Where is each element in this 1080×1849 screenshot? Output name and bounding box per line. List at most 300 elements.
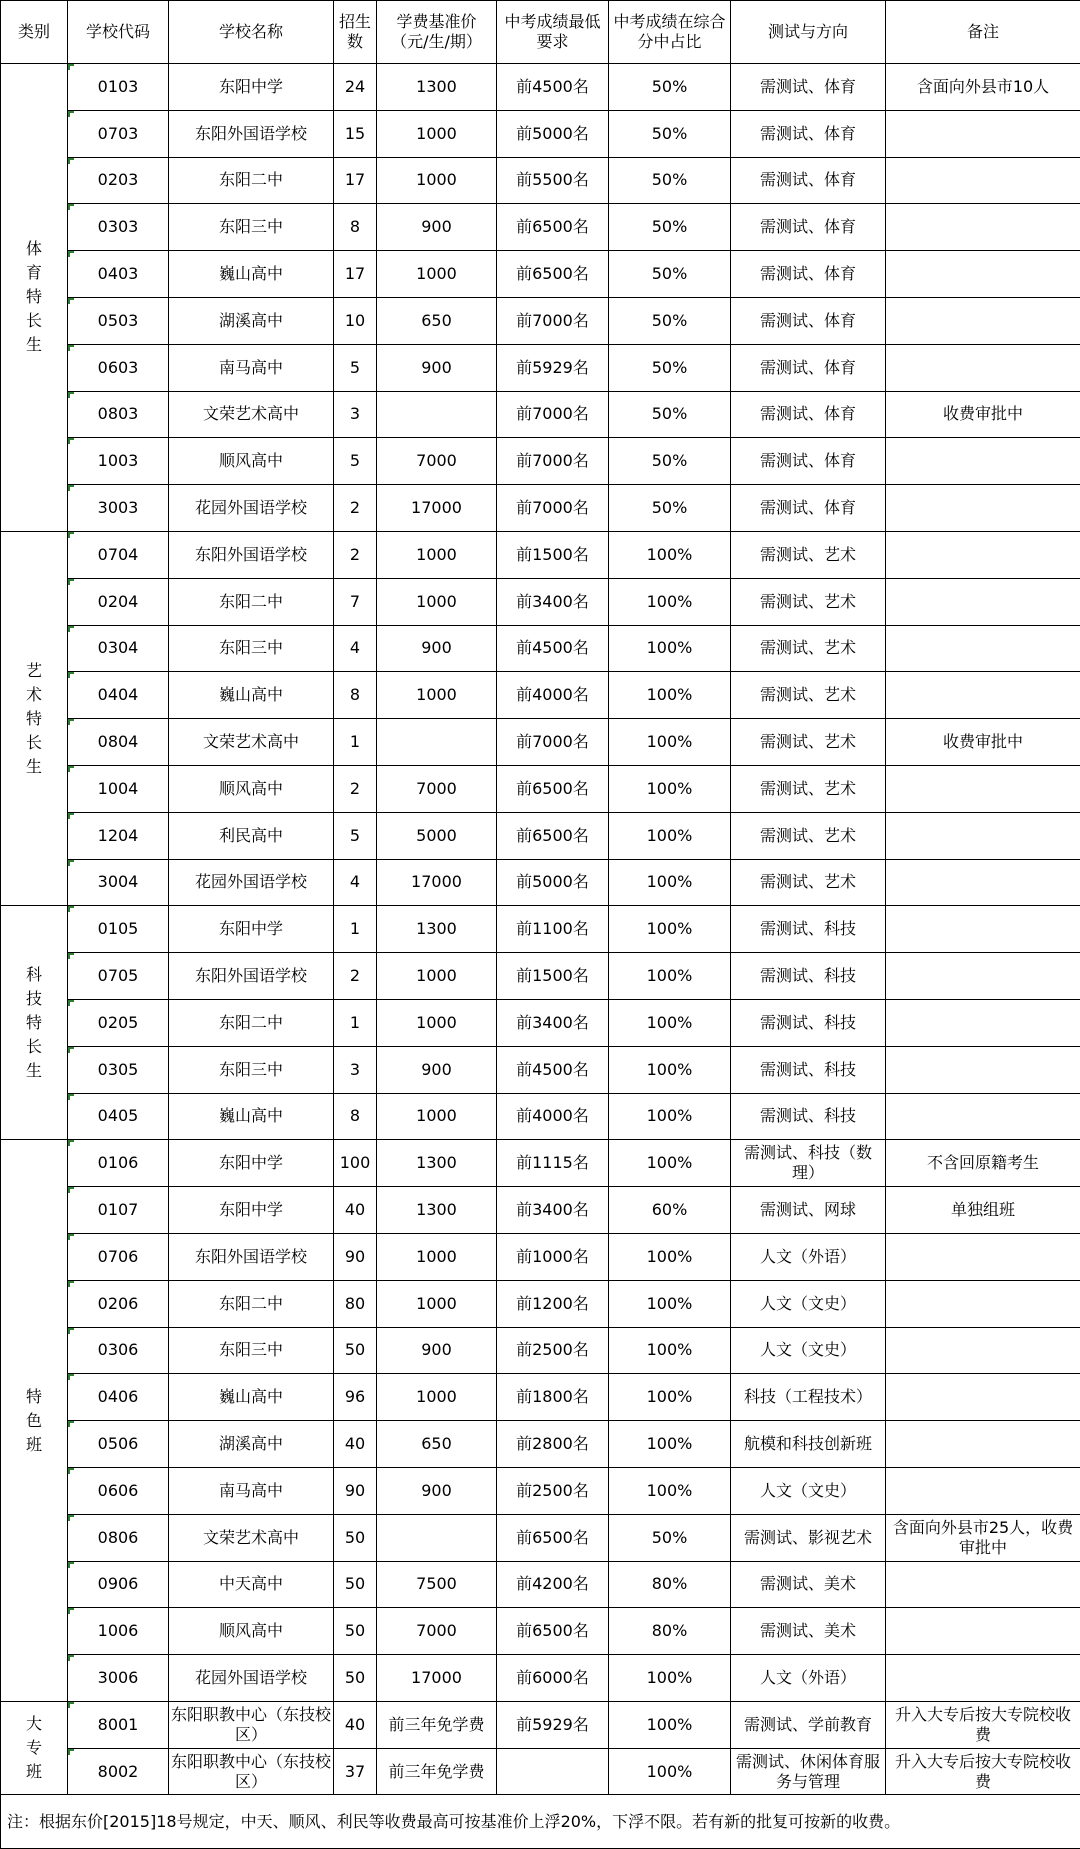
remarks-cell — [886, 1467, 1080, 1514]
school-code-cell: 1004 — [68, 765, 169, 812]
school-name-cell: 巍山高中 — [169, 672, 334, 719]
school-code-cell: 1003 — [68, 438, 169, 485]
test-direction-cell: 需测试、体育 — [731, 344, 886, 391]
school-name-cell: 顺风高中 — [169, 1608, 334, 1655]
school-name-cell: 文荣艺术高中 — [169, 391, 334, 438]
enrollment-cell: 2 — [334, 953, 377, 1000]
school-name-cell: 东阳中学 — [169, 906, 334, 953]
enrollment-cell: 5 — [334, 344, 377, 391]
tuition-cell: 1300 — [377, 906, 497, 953]
min-score-cell: 前2800名 — [497, 1421, 609, 1468]
school-name-cell: 顺风高中 — [169, 765, 334, 812]
min-score-cell: 前1115名 — [497, 1140, 609, 1187]
table-row — [1, 1140, 1080, 1187]
remarks-cell: 不含回原籍考生 — [886, 1140, 1080, 1187]
school-name-cell: 东阳三中 — [169, 1327, 334, 1374]
header-enrollment: 招生数 — [334, 1, 377, 64]
school-code-cell: 0406 — [68, 1374, 169, 1421]
min-score-cell: 前1500名 — [497, 531, 609, 578]
test-direction-cell: 需测试、体育 — [731, 251, 886, 298]
enrollment-cell: 90 — [334, 1233, 377, 1280]
remarks-cell — [886, 999, 1080, 1046]
table-row — [1, 953, 1080, 1000]
remarks-cell: 含面向外县市10人 — [886, 64, 1080, 111]
header-min-score: 中考成绩最低要求 — [497, 1, 609, 64]
score-ratio-cell: 50% — [609, 64, 731, 111]
table-row — [1, 1514, 1080, 1561]
test-direction-cell: 需测试、艺术 — [731, 812, 886, 859]
table-row — [1, 1327, 1080, 1374]
school-code-cell: 0203 — [68, 157, 169, 204]
min-score-cell: 前7000名 — [497, 485, 609, 532]
min-score-cell: 前3400名 — [497, 1187, 609, 1234]
category-cell: 大专班 — [1, 1701, 68, 1795]
score-ratio-cell: 50% — [609, 344, 731, 391]
remarks-cell — [886, 438, 1080, 485]
score-ratio-cell: 100% — [609, 1701, 731, 1748]
enrollment-cell: 8 — [334, 1093, 377, 1140]
tuition-cell: 1000 — [377, 531, 497, 578]
table-row — [1, 719, 1080, 766]
test-direction-cell: 需测试、体育 — [731, 485, 886, 532]
school-name-cell: 东阳二中 — [169, 157, 334, 204]
min-score-cell: 前7000名 — [497, 297, 609, 344]
school-name-cell: 南马高中 — [169, 1467, 334, 1514]
school-code-cell: 3006 — [68, 1655, 169, 1702]
enrollment-cell: 5 — [334, 438, 377, 485]
enrollment-cell: 37 — [334, 1748, 377, 1795]
remarks-cell — [886, 1561, 1080, 1608]
test-direction-cell: 需测试、网球 — [731, 1187, 886, 1234]
score-ratio-cell: 80% — [609, 1561, 731, 1608]
school-name-cell: 花园外国语学校 — [169, 1655, 334, 1702]
min-score-cell: 前6500名 — [497, 1608, 609, 1655]
school-name-cell: 顺风高中 — [169, 438, 334, 485]
remarks-cell — [886, 157, 1080, 204]
score-ratio-cell: 50% — [609, 204, 731, 251]
header-remarks: 备注 — [886, 1, 1080, 64]
school-code-cell: 0503 — [68, 297, 169, 344]
enrollment-cell: 40 — [334, 1187, 377, 1234]
header-test-direction: 测试与方向 — [731, 1, 886, 64]
score-ratio-cell: 100% — [609, 1280, 731, 1327]
test-direction-cell: 需测试、影视艺术 — [731, 1514, 886, 1561]
enrollment-cell: 8 — [334, 204, 377, 251]
school-code-cell: 0906 — [68, 1561, 169, 1608]
min-score-cell: 前5000名 — [497, 859, 609, 906]
school-code-cell: 0806 — [68, 1514, 169, 1561]
tuition-cell: 1000 — [377, 953, 497, 1000]
table-row — [1, 204, 1080, 251]
test-direction-cell: 人文（外语） — [731, 1233, 886, 1280]
tuition-cell: 650 — [377, 297, 497, 344]
header-row — [1, 1, 1080, 64]
school-code-cell: 0107 — [68, 1187, 169, 1234]
min-score-cell: 前1500名 — [497, 953, 609, 1000]
school-name-cell: 东阳中学 — [169, 64, 334, 111]
remarks-cell: 收费审批中 — [886, 391, 1080, 438]
tuition-cell: 1000 — [377, 999, 497, 1046]
test-direction-cell: 需测试、艺术 — [731, 765, 886, 812]
score-ratio-cell: 100% — [609, 1467, 731, 1514]
school-name-cell: 东阳三中 — [169, 204, 334, 251]
remarks-cell — [886, 1046, 1080, 1093]
tuition-cell: 1000 — [377, 1280, 497, 1327]
tuition-cell: 1000 — [377, 672, 497, 719]
tuition-cell: 900 — [377, 1467, 497, 1514]
school-code-cell: 0105 — [68, 906, 169, 953]
remarks-cell — [886, 204, 1080, 251]
tuition-cell — [377, 719, 497, 766]
min-score-cell: 前6500名 — [497, 812, 609, 859]
table-row — [1, 999, 1080, 1046]
header-category: 类别 — [1, 1, 68, 64]
min-score-cell: 前5929名 — [497, 1701, 609, 1748]
score-ratio-cell: 100% — [609, 1046, 731, 1093]
remarks-cell: 升入大专后按大专院校收费 — [886, 1701, 1080, 1748]
test-direction-cell: 需测试、艺术 — [731, 531, 886, 578]
school-name-cell: 东阳二中 — [169, 1280, 334, 1327]
table-row — [1, 1608, 1080, 1655]
table-row — [1, 110, 1080, 157]
score-ratio-cell: 80% — [609, 1608, 731, 1655]
test-direction-cell: 需测试、休闲体育服务与管理 — [731, 1748, 886, 1795]
min-score-cell: 前4500名 — [497, 1046, 609, 1093]
enrollment-cell: 3 — [334, 391, 377, 438]
remarks-cell — [886, 110, 1080, 157]
school-code-cell: 0803 — [68, 391, 169, 438]
remarks-cell — [886, 531, 1080, 578]
school-name-cell: 东阳二中 — [169, 999, 334, 1046]
school-name-cell: 湖溪高中 — [169, 297, 334, 344]
tuition-cell — [377, 1514, 497, 1561]
tuition-cell: 前三年免学费 — [377, 1701, 497, 1748]
min-score-cell: 前4000名 — [497, 1093, 609, 1140]
min-score-cell: 前1800名 — [497, 1374, 609, 1421]
test-direction-cell: 需测试、体育 — [731, 438, 886, 485]
enrollment-cell: 2 — [334, 485, 377, 532]
min-score-cell: 前7000名 — [497, 438, 609, 485]
table-row — [1, 391, 1080, 438]
score-ratio-cell: 100% — [609, 625, 731, 672]
table-row — [1, 485, 1080, 532]
test-direction-cell: 需测试、艺术 — [731, 578, 886, 625]
table-row — [1, 906, 1080, 953]
test-direction-cell: 需测试、体育 — [731, 204, 886, 251]
score-ratio-cell: 100% — [609, 1421, 731, 1468]
tuition-cell: 1300 — [377, 1140, 497, 1187]
table-row — [1, 1748, 1080, 1795]
score-ratio-cell: 50% — [609, 110, 731, 157]
score-ratio-cell: 100% — [609, 578, 731, 625]
school-code-cell: 1006 — [68, 1608, 169, 1655]
footnote: 注：根据东价[2015]18号规定，中天、顺风、利民等收费最高可按基准价上浮20%，下浮不限。若有新的批复可按新的收费。 — [1, 1795, 1080, 1849]
table-row — [1, 812, 1080, 859]
tuition-cell: 900 — [377, 204, 497, 251]
enrollment-cell: 3 — [334, 1046, 377, 1093]
enrollment-cell: 5 — [334, 812, 377, 859]
min-score-cell: 前7000名 — [497, 719, 609, 766]
tuition-cell: 1000 — [377, 578, 497, 625]
table-row — [1, 64, 1080, 111]
test-direction-cell: 科技（工程技术） — [731, 1374, 886, 1421]
enrollment-cell: 100 — [334, 1140, 377, 1187]
school-name-cell: 文荣艺术高中 — [169, 1514, 334, 1561]
min-score-cell: 前7000名 — [497, 391, 609, 438]
tuition-cell: 7000 — [377, 1608, 497, 1655]
table-row — [1, 531, 1080, 578]
remarks-cell: 单独组班 — [886, 1187, 1080, 1234]
score-ratio-cell: 100% — [609, 531, 731, 578]
enrollment-cell: 4 — [334, 625, 377, 672]
table-row — [1, 157, 1080, 204]
enrollment-cell: 4 — [334, 859, 377, 906]
remarks-cell: 含面向外县市25人，收费审批中 — [886, 1514, 1080, 1561]
school-code-cell: 0506 — [68, 1421, 169, 1468]
score-ratio-cell: 100% — [609, 906, 731, 953]
remarks-cell: 收费审批中 — [886, 719, 1080, 766]
min-score-cell: 前4500名 — [497, 625, 609, 672]
tuition-cell: 7000 — [377, 438, 497, 485]
enrollment-cell: 1 — [334, 906, 377, 953]
school-code-cell: 0804 — [68, 719, 169, 766]
table-row — [1, 859, 1080, 906]
school-name-cell: 东阳职教中心（东技校区） — [169, 1701, 334, 1748]
test-direction-cell: 需测试、科技 — [731, 906, 886, 953]
test-direction-cell: 需测试、艺术 — [731, 672, 886, 719]
footnote-row — [1, 1795, 1080, 1849]
min-score-cell: 前1000名 — [497, 1233, 609, 1280]
enrollment-cell: 50 — [334, 1561, 377, 1608]
remarks-cell — [886, 1093, 1080, 1140]
min-score-cell: 前6500名 — [497, 204, 609, 251]
school-code-cell: 0106 — [68, 1140, 169, 1187]
school-name-cell: 湖溪高中 — [169, 1421, 334, 1468]
enrollment-cell: 17 — [334, 157, 377, 204]
school-name-cell: 东阳外国语学校 — [169, 531, 334, 578]
test-direction-cell: 航模和科技创新班 — [731, 1421, 886, 1468]
score-ratio-cell: 100% — [609, 1655, 731, 1702]
tuition-cell: 17000 — [377, 485, 497, 532]
min-score-cell: 前1200名 — [497, 1280, 609, 1327]
school-name-cell: 东阳外国语学校 — [169, 953, 334, 1000]
test-direction-cell: 需测试、体育 — [731, 391, 886, 438]
score-ratio-cell: 60% — [609, 1187, 731, 1234]
table-row — [1, 1701, 1080, 1748]
enrollment-cell: 10 — [334, 297, 377, 344]
test-direction-cell: 需测试、美术 — [731, 1561, 886, 1608]
school-name-cell: 花园外国语学校 — [169, 485, 334, 532]
table-row — [1, 578, 1080, 625]
school-name-cell: 东阳中学 — [169, 1187, 334, 1234]
school-name-cell: 东阳职教中心（东技校区） — [169, 1748, 334, 1795]
score-ratio-cell: 100% — [609, 1748, 731, 1795]
school-code-cell: 0204 — [68, 578, 169, 625]
table-row — [1, 1093, 1080, 1140]
school-code-cell: 0703 — [68, 110, 169, 157]
school-code-cell: 0705 — [68, 953, 169, 1000]
min-score-cell: 前6500名 — [497, 251, 609, 298]
test-direction-cell: 需测试、艺术 — [731, 625, 886, 672]
enrollment-cell: 50 — [334, 1327, 377, 1374]
score-ratio-cell: 100% — [609, 953, 731, 1000]
min-score-cell: 前4200名 — [497, 1561, 609, 1608]
remarks-cell — [886, 1608, 1080, 1655]
score-ratio-cell: 100% — [609, 719, 731, 766]
school-name-cell: 东阳外国语学校 — [169, 1233, 334, 1280]
school-name-cell: 东阳三中 — [169, 625, 334, 672]
test-direction-cell: 需测试、科技 — [731, 1046, 886, 1093]
enrollment-cell: 15 — [334, 110, 377, 157]
tuition-cell: 17000 — [377, 859, 497, 906]
min-score-cell: 前2500名 — [497, 1467, 609, 1514]
tuition-cell — [377, 391, 497, 438]
tuition-cell: 650 — [377, 1421, 497, 1468]
enrollment-cell: 17 — [334, 251, 377, 298]
table-row — [1, 1187, 1080, 1234]
test-direction-cell: 人文（文史） — [731, 1467, 886, 1514]
enrollment-cell: 40 — [334, 1701, 377, 1748]
category-cell: 艺术特长生 — [1, 531, 68, 905]
test-direction-cell: 需测试、体育 — [731, 110, 886, 157]
score-ratio-cell: 100% — [609, 999, 731, 1046]
school-name-cell: 花园外国语学校 — [169, 859, 334, 906]
test-direction-cell: 需测试、体育 — [731, 297, 886, 344]
table-row — [1, 765, 1080, 812]
header-score-ratio: 中考成绩在综合分中占比 — [609, 1, 731, 64]
remarks-cell — [886, 485, 1080, 532]
table-row — [1, 297, 1080, 344]
enrollment-cell: 50 — [334, 1608, 377, 1655]
test-direction-cell: 需测试、艺术 — [731, 859, 886, 906]
remarks-cell — [886, 625, 1080, 672]
tuition-cell: 900 — [377, 1046, 497, 1093]
table-row — [1, 625, 1080, 672]
remarks-cell — [886, 812, 1080, 859]
enrollment-cell: 24 — [334, 64, 377, 111]
test-direction-cell: 需测试、科技 — [731, 1093, 886, 1140]
tuition-cell: 900 — [377, 625, 497, 672]
school-name-cell: 中天高中 — [169, 1561, 334, 1608]
test-direction-cell: 需测试、艺术 — [731, 719, 886, 766]
school-name-cell: 利民高中 — [169, 812, 334, 859]
tuition-cell: 1000 — [377, 251, 497, 298]
enrollment-cell: 2 — [334, 531, 377, 578]
test-direction-cell: 需测试、体育 — [731, 64, 886, 111]
min-score-cell: 前1100名 — [497, 906, 609, 953]
school-name-cell: 南马高中 — [169, 344, 334, 391]
test-direction-cell: 人文（外语） — [731, 1655, 886, 1702]
enrollment-cell: 2 — [334, 765, 377, 812]
min-score-cell: 前5929名 — [497, 344, 609, 391]
tuition-cell: 900 — [377, 344, 497, 391]
remarks-cell — [886, 1374, 1080, 1421]
score-ratio-cell: 100% — [609, 812, 731, 859]
school-code-cell: 3003 — [68, 485, 169, 532]
enrollment-cell: 90 — [334, 1467, 377, 1514]
score-ratio-cell: 50% — [609, 251, 731, 298]
test-direction-cell: 需测试、科技（数理） — [731, 1140, 886, 1187]
school-code-cell: 0403 — [68, 251, 169, 298]
table-row — [1, 1046, 1080, 1093]
enrollment-cell: 96 — [334, 1374, 377, 1421]
score-ratio-cell: 50% — [609, 1514, 731, 1561]
remarks-cell — [886, 1421, 1080, 1468]
category-cell: 体育特长生 — [1, 64, 68, 532]
remarks-cell — [886, 1327, 1080, 1374]
school-code-cell: 1204 — [68, 812, 169, 859]
school-code-cell: 0405 — [68, 1093, 169, 1140]
category-cell: 科技特长生 — [1, 906, 68, 1140]
test-direction-cell: 人文（文史） — [731, 1280, 886, 1327]
min-score-cell — [497, 1748, 609, 1795]
enrollment-cell: 80 — [334, 1280, 377, 1327]
test-direction-cell: 需测试、学前教育 — [731, 1701, 886, 1748]
remarks-cell — [886, 765, 1080, 812]
tuition-cell: 900 — [377, 1327, 497, 1374]
school-code-cell: 0205 — [68, 999, 169, 1046]
school-name-cell: 巍山高中 — [169, 1374, 334, 1421]
min-score-cell: 前6500名 — [497, 1514, 609, 1561]
tuition-cell: 5000 — [377, 812, 497, 859]
tuition-cell: 1000 — [377, 1233, 497, 1280]
school-name-cell: 东阳外国语学校 — [169, 110, 334, 157]
remarks-cell — [886, 1655, 1080, 1702]
test-direction-cell: 需测试、体育 — [731, 157, 886, 204]
min-score-cell: 前6500名 — [497, 765, 609, 812]
table-row — [1, 1233, 1080, 1280]
tuition-cell: 17000 — [377, 1655, 497, 1702]
school-code-cell: 0603 — [68, 344, 169, 391]
score-ratio-cell: 50% — [609, 391, 731, 438]
min-score-cell: 前6000名 — [497, 1655, 609, 1702]
tuition-cell: 1000 — [377, 1093, 497, 1140]
tuition-cell: 1300 — [377, 1187, 497, 1234]
min-score-cell: 前4500名 — [497, 64, 609, 111]
table-row — [1, 1467, 1080, 1514]
remarks-cell — [886, 344, 1080, 391]
school-name-cell: 巍山高中 — [169, 251, 334, 298]
test-direction-cell: 人文（文史） — [731, 1327, 886, 1374]
tuition-cell: 1000 — [377, 110, 497, 157]
score-ratio-cell: 50% — [609, 297, 731, 344]
school-code-cell: 0305 — [68, 1046, 169, 1093]
remarks-cell — [886, 297, 1080, 344]
remarks-cell — [886, 953, 1080, 1000]
enrollment-cell: 1 — [334, 999, 377, 1046]
score-ratio-cell: 50% — [609, 485, 731, 532]
table-row — [1, 1374, 1080, 1421]
enrollment-cell: 40 — [334, 1421, 377, 1468]
remarks-cell — [886, 1233, 1080, 1280]
table-row — [1, 1561, 1080, 1608]
test-direction-cell: 需测试、科技 — [731, 999, 886, 1046]
score-ratio-cell: 50% — [609, 438, 731, 485]
table-row — [1, 1655, 1080, 1702]
score-ratio-cell: 100% — [609, 859, 731, 906]
category-cell: 特色班 — [1, 1140, 68, 1702]
enrollment-cell: 1 — [334, 719, 377, 766]
min-score-cell: 前4000名 — [497, 672, 609, 719]
table-row — [1, 1421, 1080, 1468]
score-ratio-cell: 100% — [609, 672, 731, 719]
table-row — [1, 344, 1080, 391]
table-row — [1, 672, 1080, 719]
remarks-cell — [886, 578, 1080, 625]
school-code-cell: 0404 — [68, 672, 169, 719]
tuition-cell: 7000 — [377, 765, 497, 812]
score-ratio-cell: 50% — [609, 157, 731, 204]
